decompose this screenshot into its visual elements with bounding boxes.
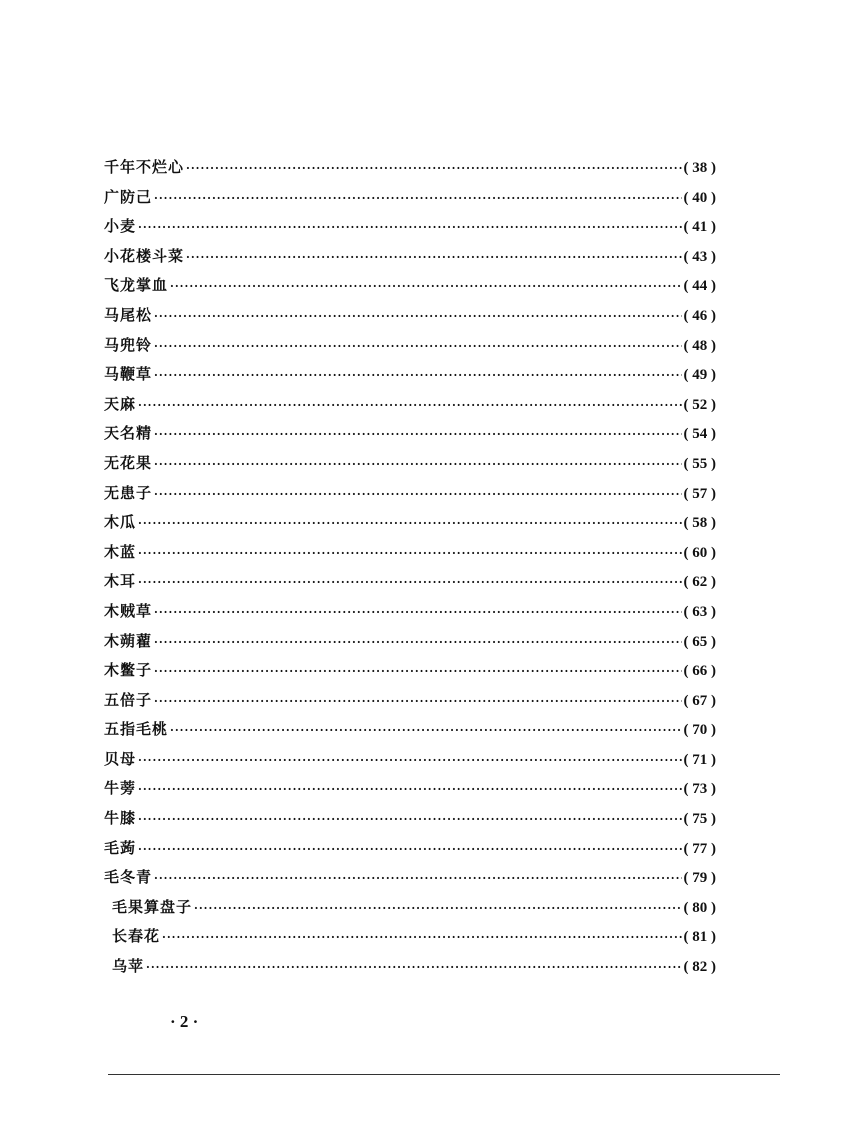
toc-entry	[104, 718, 716, 748]
leader-dots	[138, 754, 681, 767]
leader-dots	[162, 931, 681, 944]
entry-title: 木鳖子	[104, 661, 153, 680]
entry-title: 天名精	[104, 424, 153, 443]
entry-title: 无花果	[104, 453, 153, 472]
entry-title: 乌苹	[112, 957, 145, 976]
entry-title: 木瓜	[104, 513, 137, 532]
entry-page: ( 38 )	[683, 160, 716, 176]
entry-page: ( 70 )	[683, 722, 716, 739]
leader-dots	[154, 310, 681, 323]
leader-dots	[138, 517, 681, 530]
toc-entry	[104, 274, 716, 304]
leader-dots	[154, 369, 681, 382]
toc-entry	[104, 215, 716, 245]
page-number: · 2 ·	[170, 1012, 199, 1031]
leader-dots	[154, 428, 681, 441]
toc-entry	[104, 452, 716, 482]
entry-page: ( 40 )	[683, 189, 716, 206]
leader-dots	[154, 636, 681, 649]
toc-entry	[104, 511, 716, 541]
entry-title: 五指毛桃	[104, 720, 169, 739]
leader-dots	[138, 813, 681, 826]
leader-dots	[138, 221, 681, 234]
leader-dots	[154, 340, 681, 353]
entry-page: ( 46 )	[683, 307, 716, 324]
leader-dots	[194, 902, 681, 915]
entry-title: 长春花	[112, 927, 161, 946]
toc-entry	[104, 955, 716, 985]
entry-page: ( 52 )	[683, 396, 716, 413]
leader-dots	[170, 280, 681, 293]
toc-entry	[104, 422, 716, 452]
leader-dots	[154, 665, 681, 678]
entry-page: ( 58 )	[683, 515, 716, 532]
entry-title: 千年不烂心	[104, 158, 185, 176]
entry-page: ( 41 )	[683, 219, 716, 236]
entry-title: 五倍子	[104, 690, 153, 709]
toc-entry	[104, 245, 716, 275]
entry-title: 牛膝	[104, 809, 137, 828]
toc-entry	[104, 896, 716, 926]
leader-dots	[154, 192, 681, 205]
entry-page: ( 82 )	[683, 959, 716, 976]
entry-title: 木蒴藋	[104, 631, 153, 650]
entry-page: ( 44 )	[683, 278, 716, 295]
entry-title: 木蓝	[104, 542, 137, 561]
entry-page: ( 73 )	[683, 781, 716, 798]
entry-title: 牛蒡	[104, 779, 137, 798]
toc-entry	[104, 304, 716, 334]
entry-page: ( 48 )	[683, 337, 716, 354]
toc-entry	[104, 925, 716, 955]
leader-dots	[186, 162, 681, 175]
entry-title: 木贼草	[104, 601, 153, 620]
leader-dots	[154, 606, 681, 619]
leader-dots	[186, 251, 681, 264]
entry-page: ( 55 )	[683, 455, 716, 472]
toc-entry	[104, 600, 716, 630]
entry-page: ( 49 )	[683, 367, 716, 384]
bottom-rule	[108, 1074, 780, 1075]
table-of-contents	[104, 156, 716, 985]
toc-entry	[104, 363, 716, 393]
entry-title: 毛冬青	[104, 868, 153, 887]
leader-dots	[138, 547, 681, 560]
toc-entry	[104, 570, 716, 600]
leader-dots	[170, 724, 681, 737]
leader-dots	[154, 695, 681, 708]
leader-dots	[138, 783, 681, 796]
entry-title: 贝母	[104, 749, 137, 768]
entry-page: ( 63 )	[683, 603, 716, 620]
toc-entry	[104, 748, 716, 778]
leader-dots	[138, 576, 681, 589]
entry-title: 马鞭草	[104, 365, 153, 384]
entry-title: 毛果算盘子	[112, 897, 193, 916]
toc-entry	[104, 777, 716, 807]
toc-entry	[104, 689, 716, 719]
entry-title: 无患子	[104, 483, 153, 502]
entry-page: ( 75 )	[683, 811, 716, 828]
toc-entry	[104, 541, 716, 571]
entry-title: 小花楼斗菜	[104, 246, 185, 265]
entry-page: ( 71 )	[683, 751, 716, 768]
entry-title: 飞龙掌血	[104, 276, 169, 295]
entry-title: 马兜铃	[104, 335, 153, 354]
toc-entry	[104, 807, 716, 837]
entry-page: ( 77 )	[683, 840, 716, 857]
entry-page: ( 43 )	[683, 248, 716, 265]
entry-title: 小麦	[104, 217, 137, 236]
toc-entry	[104, 837, 716, 867]
toc-entry	[104, 186, 716, 216]
entry-page: ( 54 )	[683, 426, 716, 443]
entry-page: ( 62 )	[683, 574, 716, 591]
toc-entry	[104, 156, 716, 186]
entry-page: ( 81 )	[683, 929, 716, 946]
toc-entry	[104, 393, 716, 423]
leader-dots	[138, 399, 681, 412]
entry-page: ( 79 )	[683, 870, 716, 887]
entry-page: ( 60 )	[683, 544, 716, 561]
toc-entry	[104, 659, 716, 689]
toc-entry	[104, 866, 716, 896]
leader-dots	[154, 458, 681, 471]
entry-title: 天麻	[104, 394, 137, 413]
leader-dots	[138, 843, 681, 856]
leader-dots	[154, 872, 681, 885]
toc-entry	[104, 334, 716, 364]
toc-entry	[104, 630, 716, 660]
entry-title: 木耳	[104, 572, 137, 591]
leader-dots	[154, 488, 681, 501]
entry-page: ( 65 )	[683, 633, 716, 650]
entry-page: ( 66 )	[683, 663, 716, 680]
entry-title: 马尾松	[104, 305, 153, 324]
toc-entry	[104, 482, 716, 512]
entry-title: 广防己	[104, 187, 153, 206]
entry-page: ( 67 )	[683, 692, 716, 709]
leader-dots	[146, 961, 681, 974]
entry-page: ( 57 )	[683, 485, 716, 502]
entry-title: 毛蒟	[104, 838, 137, 857]
entry-page: ( 80 )	[683, 899, 716, 916]
